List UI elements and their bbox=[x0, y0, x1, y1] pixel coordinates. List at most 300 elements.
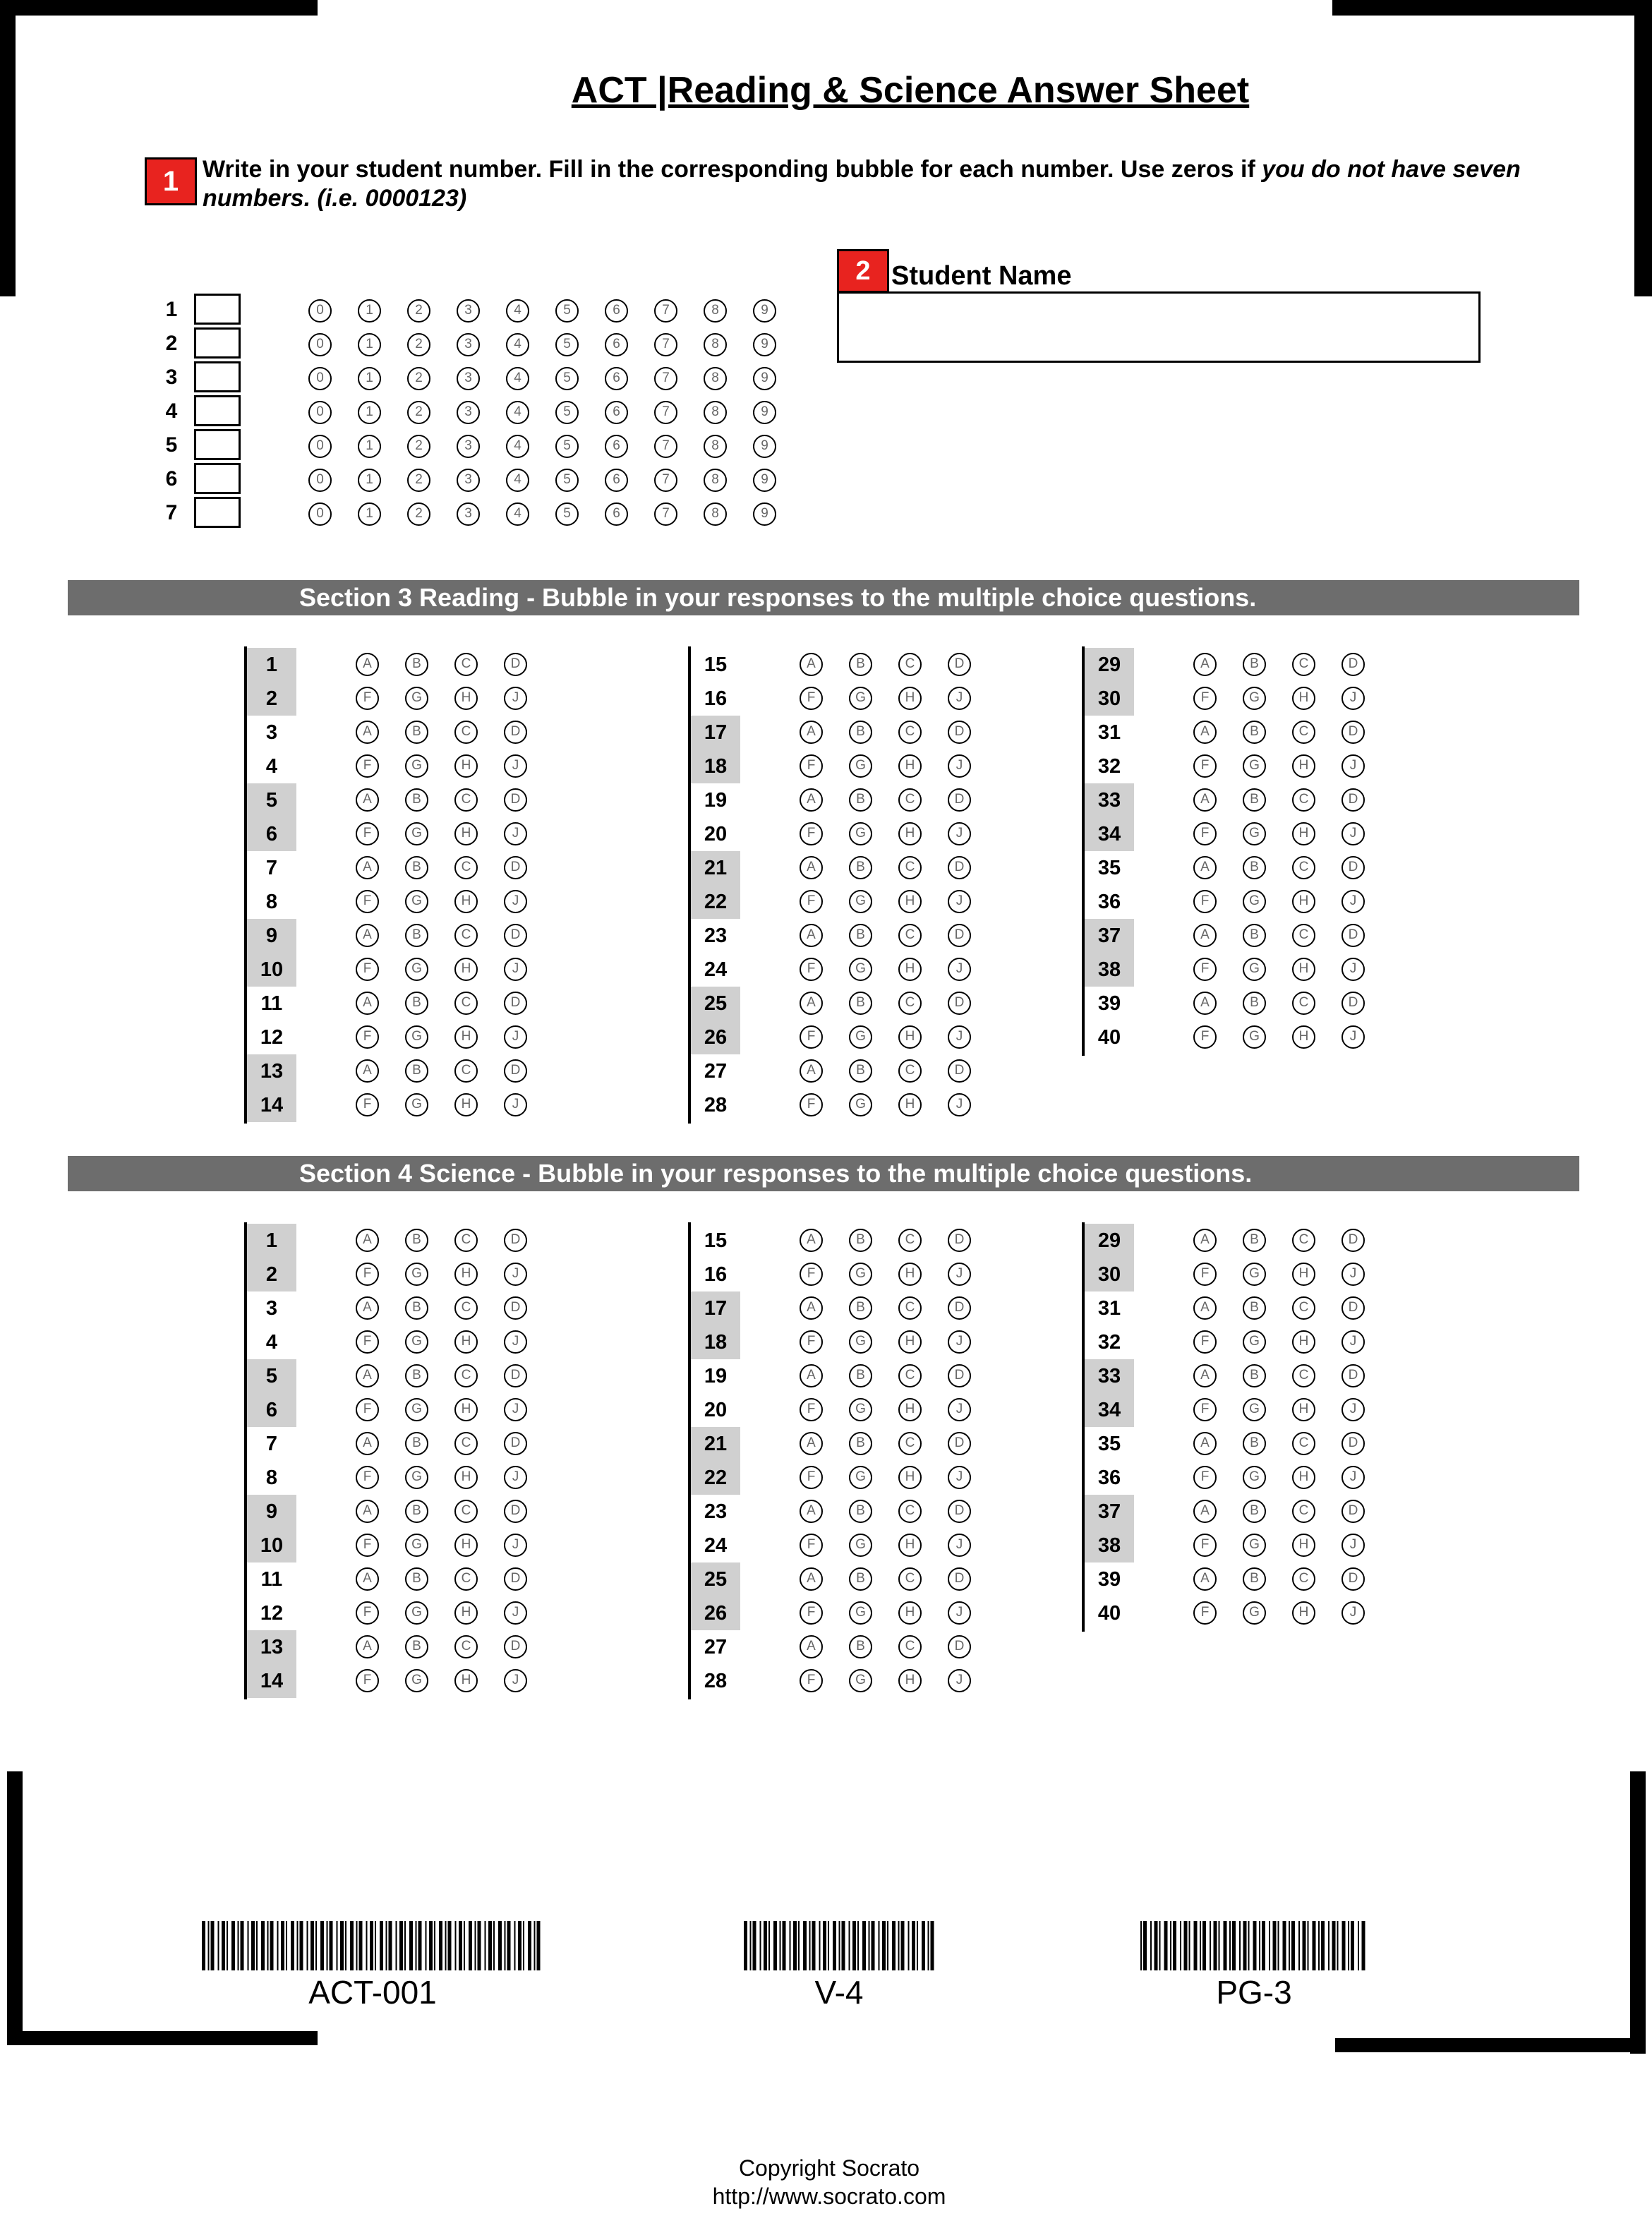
answer-bubble[interactable]: H bbox=[1292, 958, 1315, 981]
answer-bubble[interactable]: B bbox=[849, 1432, 872, 1455]
answer-bubble[interactable]: A bbox=[1193, 1296, 1217, 1320]
answer-bubble[interactable]: J bbox=[1342, 890, 1365, 913]
answer-bubble[interactable]: H bbox=[898, 822, 922, 845]
answer-bubble[interactable]: C bbox=[454, 1567, 478, 1591]
answer-bubble[interactable]: J bbox=[948, 1025, 971, 1049]
answer-bubble[interactable]: A bbox=[356, 1364, 379, 1387]
answer-bubble[interactable]: F bbox=[356, 1669, 379, 1692]
answer-bubble[interactable]: G bbox=[849, 754, 872, 778]
digit-bubble[interactable]: 4 bbox=[506, 299, 529, 323]
answer-bubble[interactable]: C bbox=[1292, 721, 1315, 744]
answer-bubble[interactable]: C bbox=[454, 992, 478, 1015]
student-number-digit-box[interactable] bbox=[194, 463, 241, 494]
answer-bubble[interactable]: C bbox=[454, 1500, 478, 1523]
answer-bubble[interactable]: F bbox=[356, 1330, 379, 1354]
answer-bubble[interactable]: D bbox=[1342, 1432, 1365, 1455]
answer-bubble[interactable]: B bbox=[405, 992, 428, 1015]
answer-bubble[interactable]: B bbox=[1243, 788, 1266, 812]
digit-bubble[interactable]: 5 bbox=[555, 502, 579, 526]
answer-bubble[interactable]: F bbox=[800, 1093, 823, 1116]
answer-bubble[interactable]: A bbox=[356, 1059, 379, 1083]
answer-bubble[interactable]: F bbox=[800, 1466, 823, 1489]
answer-bubble[interactable]: J bbox=[504, 1263, 527, 1286]
answer-bubble[interactable]: B bbox=[849, 1059, 872, 1083]
answer-bubble[interactable]: D bbox=[504, 1364, 527, 1387]
answer-bubble[interactable]: C bbox=[898, 1296, 922, 1320]
answer-bubble[interactable]: G bbox=[849, 1263, 872, 1286]
answer-bubble[interactable]: G bbox=[1243, 1601, 1266, 1625]
answer-bubble[interactable]: D bbox=[948, 1296, 971, 1320]
digit-bubble[interactable]: 0 bbox=[308, 469, 332, 492]
digit-bubble[interactable]: 5 bbox=[555, 367, 579, 390]
answer-bubble[interactable]: H bbox=[454, 754, 478, 778]
answer-bubble[interactable]: A bbox=[356, 788, 379, 812]
answer-bubble[interactable]: B bbox=[849, 1229, 872, 1252]
answer-bubble[interactable]: F bbox=[1193, 1330, 1217, 1354]
answer-bubble[interactable]: D bbox=[504, 653, 527, 676]
digit-bubble[interactable]: 4 bbox=[506, 435, 529, 458]
answer-bubble[interactable]: G bbox=[1243, 1025, 1266, 1049]
answer-bubble[interactable]: A bbox=[800, 721, 823, 744]
answer-bubble[interactable]: C bbox=[898, 1635, 922, 1658]
answer-bubble[interactable]: G bbox=[849, 1601, 872, 1625]
answer-bubble[interactable]: D bbox=[948, 924, 971, 947]
digit-bubble[interactable]: 9 bbox=[753, 435, 776, 458]
answer-bubble[interactable]: A bbox=[356, 1635, 379, 1658]
answer-bubble[interactable]: D bbox=[948, 992, 971, 1015]
answer-bubble[interactable]: G bbox=[405, 754, 428, 778]
digit-bubble[interactable]: 5 bbox=[555, 299, 579, 323]
answer-bubble[interactable]: A bbox=[1193, 992, 1217, 1015]
digit-bubble[interactable]: 8 bbox=[704, 469, 727, 492]
answer-bubble[interactable]: G bbox=[1243, 1263, 1266, 1286]
digit-bubble[interactable]: 4 bbox=[506, 401, 529, 424]
answer-bubble[interactable]: H bbox=[898, 890, 922, 913]
answer-bubble[interactable]: H bbox=[1292, 1263, 1315, 1286]
answer-bubble[interactable]: F bbox=[800, 754, 823, 778]
answer-bubble[interactable]: D bbox=[504, 1296, 527, 1320]
answer-bubble[interactable]: F bbox=[1193, 1263, 1217, 1286]
answer-bubble[interactable]: J bbox=[1342, 754, 1365, 778]
answer-bubble[interactable]: J bbox=[1342, 1263, 1365, 1286]
digit-bubble[interactable]: 1 bbox=[358, 367, 381, 390]
answer-bubble[interactable]: B bbox=[1243, 1364, 1266, 1387]
answer-bubble[interactable]: C bbox=[898, 924, 922, 947]
answer-bubble[interactable]: D bbox=[948, 788, 971, 812]
answer-bubble[interactable]: F bbox=[800, 1025, 823, 1049]
digit-bubble[interactable]: 0 bbox=[308, 333, 332, 356]
answer-bubble[interactable]: B bbox=[1243, 721, 1266, 744]
answer-bubble[interactable]: B bbox=[849, 856, 872, 879]
answer-bubble[interactable]: J bbox=[504, 687, 527, 710]
answer-bubble[interactable]: B bbox=[405, 1229, 428, 1252]
answer-bubble[interactable]: A bbox=[800, 1364, 823, 1387]
answer-bubble[interactable]: H bbox=[898, 1330, 922, 1354]
answer-bubble[interactable]: G bbox=[849, 1093, 872, 1116]
answer-bubble[interactable]: G bbox=[1243, 687, 1266, 710]
answer-bubble[interactable]: H bbox=[454, 1025, 478, 1049]
answer-bubble[interactable]: C bbox=[1292, 653, 1315, 676]
digit-bubble[interactable]: 1 bbox=[358, 333, 381, 356]
answer-bubble[interactable]: A bbox=[356, 992, 379, 1015]
digit-bubble[interactable]: 9 bbox=[753, 502, 776, 526]
digit-bubble[interactable]: 1 bbox=[358, 401, 381, 424]
answer-bubble[interactable]: G bbox=[405, 1263, 428, 1286]
answer-bubble[interactable]: A bbox=[800, 856, 823, 879]
answer-bubble[interactable]: H bbox=[898, 1398, 922, 1421]
student-number-digit-box[interactable] bbox=[194, 327, 241, 359]
answer-bubble[interactable]: C bbox=[1292, 1296, 1315, 1320]
digit-bubble[interactable]: 4 bbox=[506, 333, 529, 356]
digit-bubble[interactable]: 1 bbox=[358, 435, 381, 458]
answer-bubble[interactable]: G bbox=[849, 958, 872, 981]
answer-bubble[interactable]: A bbox=[1193, 1500, 1217, 1523]
answer-bubble[interactable]: B bbox=[405, 856, 428, 879]
answer-bubble[interactable]: A bbox=[356, 1432, 379, 1455]
answer-bubble[interactable]: H bbox=[454, 822, 478, 845]
answer-bubble[interactable]: G bbox=[849, 687, 872, 710]
answer-bubble[interactable]: D bbox=[948, 1567, 971, 1591]
student-number-digit-box[interactable] bbox=[194, 429, 241, 460]
answer-bubble[interactable]: J bbox=[504, 1093, 527, 1116]
answer-bubble[interactable]: C bbox=[1292, 1500, 1315, 1523]
answer-bubble[interactable]: H bbox=[898, 687, 922, 710]
digit-bubble[interactable]: 9 bbox=[753, 469, 776, 492]
answer-bubble[interactable]: G bbox=[849, 1534, 872, 1557]
answer-bubble[interactable]: J bbox=[1342, 1534, 1365, 1557]
answer-bubble[interactable]: J bbox=[1342, 1330, 1365, 1354]
answer-bubble[interactable]: B bbox=[849, 1500, 872, 1523]
answer-bubble[interactable]: F bbox=[356, 958, 379, 981]
answer-bubble[interactable]: F bbox=[356, 1398, 379, 1421]
answer-bubble[interactable]: F bbox=[800, 1601, 823, 1625]
answer-bubble[interactable]: G bbox=[1243, 958, 1266, 981]
answer-bubble[interactable]: B bbox=[405, 1635, 428, 1658]
answer-bubble[interactable]: B bbox=[1243, 1567, 1266, 1591]
answer-bubble[interactable]: B bbox=[405, 1364, 428, 1387]
answer-bubble[interactable]: B bbox=[849, 788, 872, 812]
answer-bubble[interactable]: G bbox=[849, 1330, 872, 1354]
answer-bubble[interactable]: A bbox=[800, 924, 823, 947]
answer-bubble[interactable]: F bbox=[356, 754, 379, 778]
answer-bubble[interactable]: A bbox=[356, 721, 379, 744]
answer-bubble[interactable]: H bbox=[454, 1093, 478, 1116]
student-number-digit-box[interactable] bbox=[194, 497, 241, 528]
digit-bubble[interactable]: 9 bbox=[753, 333, 776, 356]
answer-bubble[interactable]: B bbox=[405, 924, 428, 947]
answer-bubble[interactable]: A bbox=[800, 1432, 823, 1455]
answer-bubble[interactable]: D bbox=[948, 1432, 971, 1455]
answer-bubble[interactable]: F bbox=[356, 1093, 379, 1116]
answer-bubble[interactable]: G bbox=[405, 1669, 428, 1692]
answer-bubble[interactable]: D bbox=[1342, 1229, 1365, 1252]
answer-bubble[interactable]: A bbox=[1193, 653, 1217, 676]
answer-bubble[interactable]: B bbox=[405, 1296, 428, 1320]
answer-bubble[interactable]: C bbox=[898, 1500, 922, 1523]
answer-bubble[interactable]: H bbox=[454, 958, 478, 981]
answer-bubble[interactable]: D bbox=[504, 721, 527, 744]
answer-bubble[interactable]: H bbox=[1292, 1398, 1315, 1421]
answer-bubble[interactable]: J bbox=[948, 1601, 971, 1625]
answer-bubble[interactable]: A bbox=[356, 653, 379, 676]
answer-bubble[interactable]: D bbox=[1342, 788, 1365, 812]
answer-bubble[interactable]: A bbox=[800, 1500, 823, 1523]
digit-bubble[interactable]: 6 bbox=[605, 435, 628, 458]
answer-bubble[interactable]: C bbox=[1292, 788, 1315, 812]
answer-bubble[interactable]: A bbox=[356, 856, 379, 879]
answer-bubble[interactable]: J bbox=[948, 958, 971, 981]
answer-bubble[interactable]: J bbox=[948, 1093, 971, 1116]
answer-bubble[interactable]: C bbox=[1292, 992, 1315, 1015]
answer-bubble[interactable]: J bbox=[948, 1330, 971, 1354]
answer-bubble[interactable]: F bbox=[356, 1601, 379, 1625]
answer-bubble[interactable]: C bbox=[454, 1059, 478, 1083]
digit-bubble[interactable]: 3 bbox=[457, 401, 480, 424]
answer-bubble[interactable]: A bbox=[1193, 788, 1217, 812]
answer-bubble[interactable]: A bbox=[356, 1229, 379, 1252]
digit-bubble[interactable]: 3 bbox=[457, 435, 480, 458]
answer-bubble[interactable]: G bbox=[849, 1398, 872, 1421]
answer-bubble[interactable]: C bbox=[898, 1059, 922, 1083]
answer-bubble[interactable]: H bbox=[454, 1330, 478, 1354]
digit-bubble[interactable]: 5 bbox=[555, 401, 579, 424]
answer-bubble[interactable]: H bbox=[1292, 890, 1315, 913]
digit-bubble[interactable]: 8 bbox=[704, 502, 727, 526]
answer-bubble[interactable]: C bbox=[898, 856, 922, 879]
answer-bubble[interactable]: B bbox=[405, 788, 428, 812]
answer-bubble[interactable]: H bbox=[898, 1534, 922, 1557]
answer-bubble[interactable]: F bbox=[1193, 890, 1217, 913]
answer-bubble[interactable]: J bbox=[1342, 687, 1365, 710]
answer-bubble[interactable]: D bbox=[504, 992, 527, 1015]
answer-bubble[interactable]: F bbox=[356, 822, 379, 845]
answer-bubble[interactable]: F bbox=[800, 1534, 823, 1557]
answer-bubble[interactable]: C bbox=[454, 924, 478, 947]
answer-bubble[interactable]: H bbox=[1292, 1601, 1315, 1625]
answer-bubble[interactable]: C bbox=[454, 856, 478, 879]
answer-bubble[interactable]: H bbox=[454, 1263, 478, 1286]
answer-bubble[interactable]: H bbox=[898, 1025, 922, 1049]
answer-bubble[interactable]: G bbox=[1243, 1534, 1266, 1557]
answer-bubble[interactable]: F bbox=[800, 1398, 823, 1421]
answer-bubble[interactable]: B bbox=[1243, 856, 1266, 879]
answer-bubble[interactable]: A bbox=[800, 1059, 823, 1083]
answer-bubble[interactable]: G bbox=[849, 1466, 872, 1489]
answer-bubble[interactable]: F bbox=[800, 1263, 823, 1286]
answer-bubble[interactable]: C bbox=[454, 1364, 478, 1387]
answer-bubble[interactable]: C bbox=[898, 1229, 922, 1252]
answer-bubble[interactable]: J bbox=[1342, 958, 1365, 981]
student-number-digit-box[interactable] bbox=[194, 395, 241, 426]
answer-bubble[interactable]: H bbox=[454, 1534, 478, 1557]
answer-bubble[interactable]: J bbox=[948, 754, 971, 778]
student-name-field[interactable] bbox=[837, 291, 1481, 363]
answer-bubble[interactable]: B bbox=[405, 1432, 428, 1455]
answer-bubble[interactable]: H bbox=[454, 1669, 478, 1692]
answer-bubble[interactable]: C bbox=[1292, 924, 1315, 947]
digit-bubble[interactable]: 3 bbox=[457, 333, 480, 356]
answer-bubble[interactable]: G bbox=[1243, 890, 1266, 913]
answer-bubble[interactable]: H bbox=[454, 1398, 478, 1421]
digit-bubble[interactable]: 2 bbox=[407, 401, 430, 424]
answer-bubble[interactable]: A bbox=[800, 1635, 823, 1658]
answer-bubble[interactable]: B bbox=[405, 653, 428, 676]
answer-bubble[interactable]: D bbox=[948, 721, 971, 744]
answer-bubble[interactable]: H bbox=[1292, 1025, 1315, 1049]
answer-bubble[interactable]: H bbox=[1292, 822, 1315, 845]
answer-bubble[interactable]: J bbox=[948, 822, 971, 845]
answer-bubble[interactable]: H bbox=[898, 1466, 922, 1489]
answer-bubble[interactable]: B bbox=[1243, 1296, 1266, 1320]
answer-bubble[interactable]: D bbox=[948, 1635, 971, 1658]
answer-bubble[interactable]: B bbox=[1243, 1432, 1266, 1455]
digit-bubble[interactable]: 4 bbox=[506, 502, 529, 526]
answer-bubble[interactable]: G bbox=[849, 890, 872, 913]
answer-bubble[interactable]: J bbox=[1342, 1025, 1365, 1049]
answer-bubble[interactable]: A bbox=[1193, 924, 1217, 947]
answer-bubble[interactable]: H bbox=[898, 958, 922, 981]
answer-bubble[interactable]: C bbox=[898, 1432, 922, 1455]
answer-bubble[interactable]: B bbox=[849, 653, 872, 676]
answer-bubble[interactable]: C bbox=[898, 1567, 922, 1591]
answer-bubble[interactable]: B bbox=[849, 924, 872, 947]
answer-bubble[interactable]: G bbox=[405, 890, 428, 913]
answer-bubble[interactable]: H bbox=[454, 1466, 478, 1489]
answer-bubble[interactable]: A bbox=[356, 1500, 379, 1523]
digit-bubble[interactable]: 8 bbox=[704, 333, 727, 356]
digit-bubble[interactable]: 2 bbox=[407, 367, 430, 390]
digit-bubble[interactable]: 6 bbox=[605, 333, 628, 356]
answer-bubble[interactable]: G bbox=[405, 1093, 428, 1116]
answer-bubble[interactable]: C bbox=[1292, 1364, 1315, 1387]
answer-bubble[interactable]: A bbox=[800, 1229, 823, 1252]
answer-bubble[interactable]: J bbox=[504, 754, 527, 778]
answer-bubble[interactable]: A bbox=[1193, 721, 1217, 744]
student-number-digit-box[interactable] bbox=[194, 294, 241, 325]
answer-bubble[interactable]: J bbox=[1342, 1601, 1365, 1625]
answer-bubble[interactable]: G bbox=[849, 822, 872, 845]
digit-bubble[interactable]: 2 bbox=[407, 502, 430, 526]
digit-bubble[interactable]: 8 bbox=[704, 367, 727, 390]
answer-bubble[interactable]: D bbox=[1342, 924, 1365, 947]
answer-bubble[interactable]: J bbox=[504, 1330, 527, 1354]
answer-bubble[interactable]: F bbox=[800, 890, 823, 913]
digit-bubble[interactable]: 3 bbox=[457, 299, 480, 323]
answer-bubble[interactable]: D bbox=[948, 1500, 971, 1523]
digit-bubble[interactable]: 7 bbox=[654, 333, 677, 356]
digit-bubble[interactable]: 8 bbox=[704, 401, 727, 424]
answer-bubble[interactable]: J bbox=[504, 890, 527, 913]
answer-bubble[interactable]: B bbox=[405, 1500, 428, 1523]
answer-bubble[interactable]: F bbox=[356, 687, 379, 710]
answer-bubble[interactable]: J bbox=[948, 1263, 971, 1286]
digit-bubble[interactable]: 5 bbox=[555, 469, 579, 492]
digit-bubble[interactable]: 3 bbox=[457, 469, 480, 492]
answer-bubble[interactable]: C bbox=[454, 1432, 478, 1455]
digit-bubble[interactable]: 7 bbox=[654, 502, 677, 526]
digit-bubble[interactable]: 6 bbox=[605, 469, 628, 492]
answer-bubble[interactable]: D bbox=[504, 1500, 527, 1523]
answer-bubble[interactable]: J bbox=[948, 1534, 971, 1557]
answer-bubble[interactable]: G bbox=[1243, 822, 1266, 845]
answer-bubble[interactable]: C bbox=[1292, 856, 1315, 879]
answer-bubble[interactable]: G bbox=[405, 1330, 428, 1354]
answer-bubble[interactable]: F bbox=[1193, 1025, 1217, 1049]
answer-bubble[interactable]: A bbox=[1193, 856, 1217, 879]
answer-bubble[interactable]: D bbox=[1342, 653, 1365, 676]
answer-bubble[interactable]: C bbox=[454, 1229, 478, 1252]
answer-bubble[interactable]: F bbox=[1193, 687, 1217, 710]
answer-bubble[interactable]: D bbox=[504, 856, 527, 879]
answer-bubble[interactable]: D bbox=[948, 1229, 971, 1252]
answer-bubble[interactable]: J bbox=[504, 1601, 527, 1625]
digit-bubble[interactable]: 6 bbox=[605, 502, 628, 526]
digit-bubble[interactable]: 0 bbox=[308, 367, 332, 390]
answer-bubble[interactable]: H bbox=[454, 687, 478, 710]
answer-bubble[interactable]: B bbox=[849, 721, 872, 744]
student-number-digit-box[interactable] bbox=[194, 361, 241, 392]
answer-bubble[interactable]: B bbox=[1243, 1500, 1266, 1523]
answer-bubble[interactable]: J bbox=[948, 1398, 971, 1421]
answer-bubble[interactable]: H bbox=[898, 1263, 922, 1286]
digit-bubble[interactable]: 7 bbox=[654, 469, 677, 492]
answer-bubble[interactable]: H bbox=[898, 1093, 922, 1116]
digit-bubble[interactable]: 3 bbox=[457, 367, 480, 390]
answer-bubble[interactable]: H bbox=[1292, 1466, 1315, 1489]
answer-bubble[interactable]: F bbox=[800, 687, 823, 710]
answer-bubble[interactable]: D bbox=[504, 788, 527, 812]
answer-bubble[interactable]: F bbox=[356, 890, 379, 913]
answer-bubble[interactable]: F bbox=[1193, 1466, 1217, 1489]
answer-bubble[interactable]: F bbox=[356, 1466, 379, 1489]
digit-bubble[interactable]: 0 bbox=[308, 502, 332, 526]
answer-bubble[interactable]: H bbox=[1292, 1534, 1315, 1557]
digit-bubble[interactable]: 1 bbox=[358, 502, 381, 526]
answer-bubble[interactable]: G bbox=[849, 1669, 872, 1692]
answer-bubble[interactable]: C bbox=[1292, 1229, 1315, 1252]
answer-bubble[interactable]: D bbox=[1342, 992, 1365, 1015]
answer-bubble[interactable]: G bbox=[405, 1601, 428, 1625]
digit-bubble[interactable]: 6 bbox=[605, 299, 628, 323]
answer-bubble[interactable]: F bbox=[800, 1669, 823, 1692]
answer-bubble[interactable]: F bbox=[356, 1263, 379, 1286]
answer-bubble[interactable]: A bbox=[1193, 1432, 1217, 1455]
answer-bubble[interactable]: G bbox=[849, 1025, 872, 1049]
answer-bubble[interactable]: H bbox=[898, 1601, 922, 1625]
answer-bubble[interactable]: G bbox=[1243, 1466, 1266, 1489]
answer-bubble[interactable]: G bbox=[1243, 754, 1266, 778]
digit-bubble[interactable]: 3 bbox=[457, 502, 480, 526]
answer-bubble[interactable]: B bbox=[849, 1635, 872, 1658]
answer-bubble[interactable]: C bbox=[454, 653, 478, 676]
answer-bubble[interactable]: J bbox=[948, 1466, 971, 1489]
answer-bubble[interactable]: D bbox=[504, 1567, 527, 1591]
answer-bubble[interactable]: H bbox=[1292, 754, 1315, 778]
digit-bubble[interactable]: 1 bbox=[358, 299, 381, 323]
answer-bubble[interactable]: B bbox=[1243, 992, 1266, 1015]
answer-bubble[interactable]: D bbox=[1342, 1567, 1365, 1591]
answer-bubble[interactable]: H bbox=[454, 1601, 478, 1625]
answer-bubble[interactable]: C bbox=[898, 788, 922, 812]
answer-bubble[interactable]: F bbox=[1193, 958, 1217, 981]
answer-bubble[interactable]: B bbox=[849, 992, 872, 1015]
digit-bubble[interactable]: 4 bbox=[506, 469, 529, 492]
answer-bubble[interactable]: C bbox=[454, 1635, 478, 1658]
answer-bubble[interactable]: G bbox=[405, 1398, 428, 1421]
answer-bubble[interactable]: G bbox=[405, 687, 428, 710]
answer-bubble[interactable]: D bbox=[504, 1635, 527, 1658]
digit-bubble[interactable]: 9 bbox=[753, 401, 776, 424]
